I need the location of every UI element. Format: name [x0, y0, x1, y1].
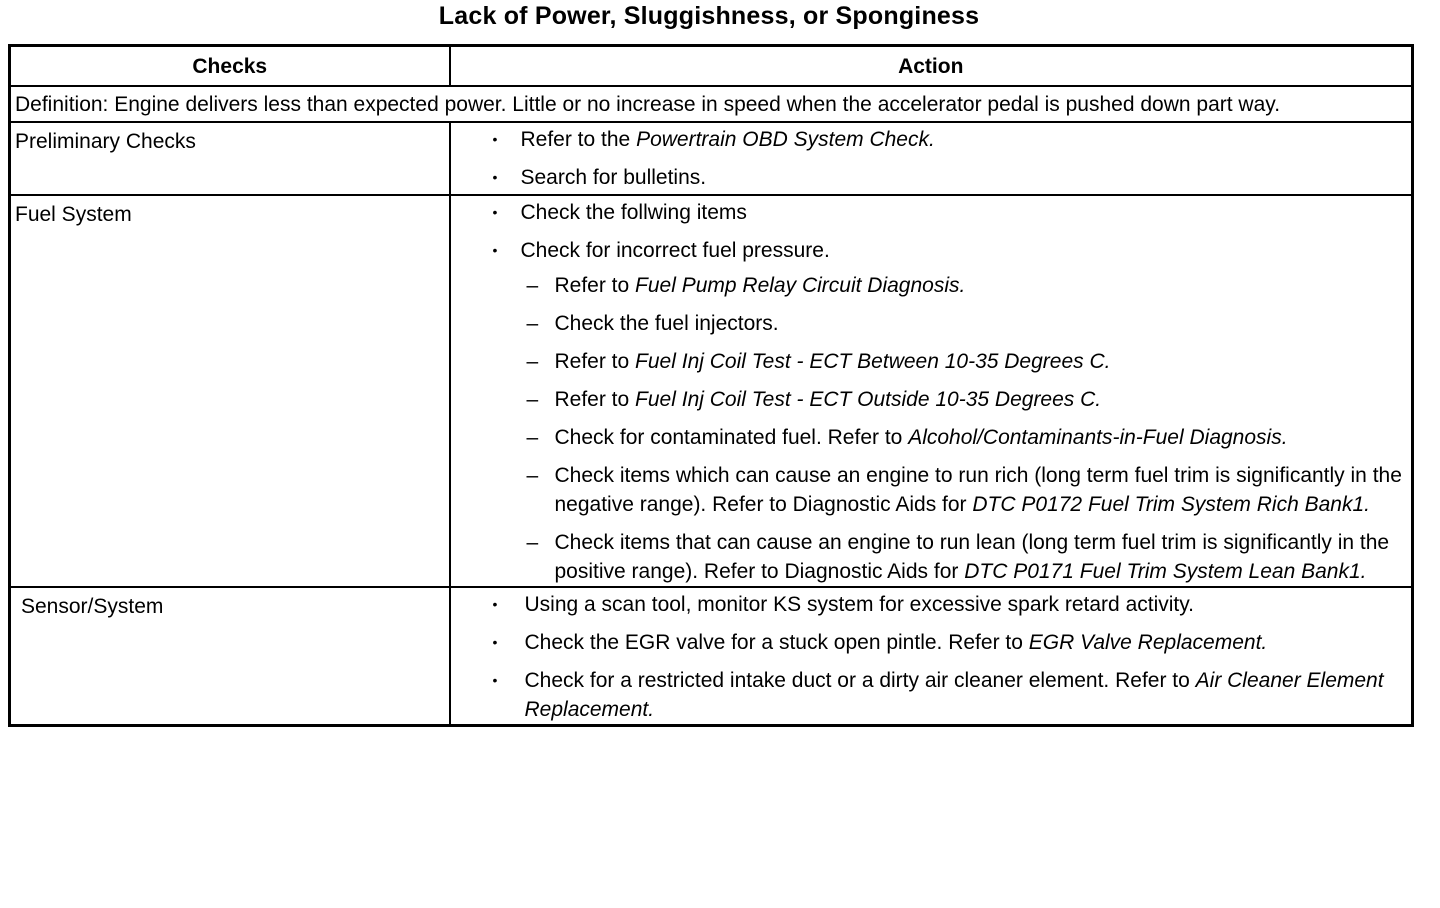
page-title: Lack of Power, Sluggishness, or Sponginess: [438, 2, 980, 30]
list-item: • Check for incorrect fuel pressure. – Refer to Fuel Pump Relay Circuit Diagnosis. – Check the fuel injectors. – Refer to Fuel Inj Coil Test - ECT Between 10-35 Degrees C. – Refer to Fuel Inj Coil Test - ECT Outside 10-35 Degrees C. – Check for contaminated fuel. Refer to Alcohol/Contaminants-in-Fuel Diagnosis. – Check items which can cause an engine to run rich (long term fuel trim is significantly in the negative range). Refer to Diagnostic Aids for DTC P0172 Fuel Trim System Rich Bank1. – Check items that can cause an engine to run lean (long term fuel trim is significantly in the positive range). Refer to Diagnostic Aids for DTC P0171 Fuel Trim System Lean Bank1.: [451, 236, 1406, 586]
list-item: • Using a scan tool, monitor KS system for excessive spark retard activity.: [451, 590, 1406, 619]
action-preliminary: [450, 122, 1413, 195]
definition-text: Definition: Engine delivers less than expected power. Little or no increase in speed when the accelerator pedal is pushed down part way.: [10, 86, 1413, 122]
table-row: [10, 122, 1413, 195]
header-row: [10, 46, 1413, 87]
sub-list-item: – Refer to Fuel Inj Coil Test - ECT Between 10-35 Degrees C.: [451, 347, 1406, 376]
check-sensor-system: Sensor/System: [10, 587, 450, 726]
sub-list-item: – Check the fuel injectors.: [451, 309, 1406, 338]
checks-header: Checks: [10, 46, 450, 87]
action-fuel-system: [450, 195, 1413, 587]
action-header: Action: [450, 46, 1413, 87]
list-item: • Check the follwing items: [451, 198, 1406, 227]
list-item: • Refer to the Powertrain OBD System Check.: [451, 125, 1406, 154]
table-row: [10, 195, 1413, 587]
table-row: [10, 587, 1413, 726]
check-preliminary: Preliminary Checks: [10, 122, 450, 195]
action-sensor-system: [450, 587, 1413, 726]
diagnostic-table: [8, 44, 1414, 727]
sub-list-item: – Check items which can cause an engine to run rich (long term fuel trim is significantly in the negative range). Refer to Diagnostic Aids for DTC P0172 Fuel Trim System Rich Bank1.: [451, 461, 1406, 519]
list-item: • Check for a restricted intake duct or a dirty air cleaner element. Refer to Air Cleaner Element Replacement.: [451, 666, 1406, 724]
sub-list-item: – Check for contaminated fuel. Refer to Alcohol/Contaminants-in-Fuel Diagnosis.: [451, 423, 1406, 452]
sub-list-item: – Refer to Fuel Inj Coil Test - ECT Outside 10-35 Degrees C.: [451, 385, 1406, 414]
list-item: • Search for bulletins.: [451, 163, 1406, 192]
sub-list-item: – Check items that can cause an engine to run lean (long term fuel trim is significantly in the positive range). Refer to Diagnostic Aids for DTC P0171 Fuel Trim System Lean Bank1.: [451, 528, 1406, 586]
sub-list-item: – Refer to Fuel Pump Relay Circuit Diagnosis.: [451, 271, 1406, 300]
list-item: • Check the EGR valve for a stuck open pintle. Refer to EGR Valve Replacement.: [451, 628, 1406, 657]
definition-row: [10, 86, 1413, 122]
check-fuel-system: Fuel System: [10, 195, 450, 587]
